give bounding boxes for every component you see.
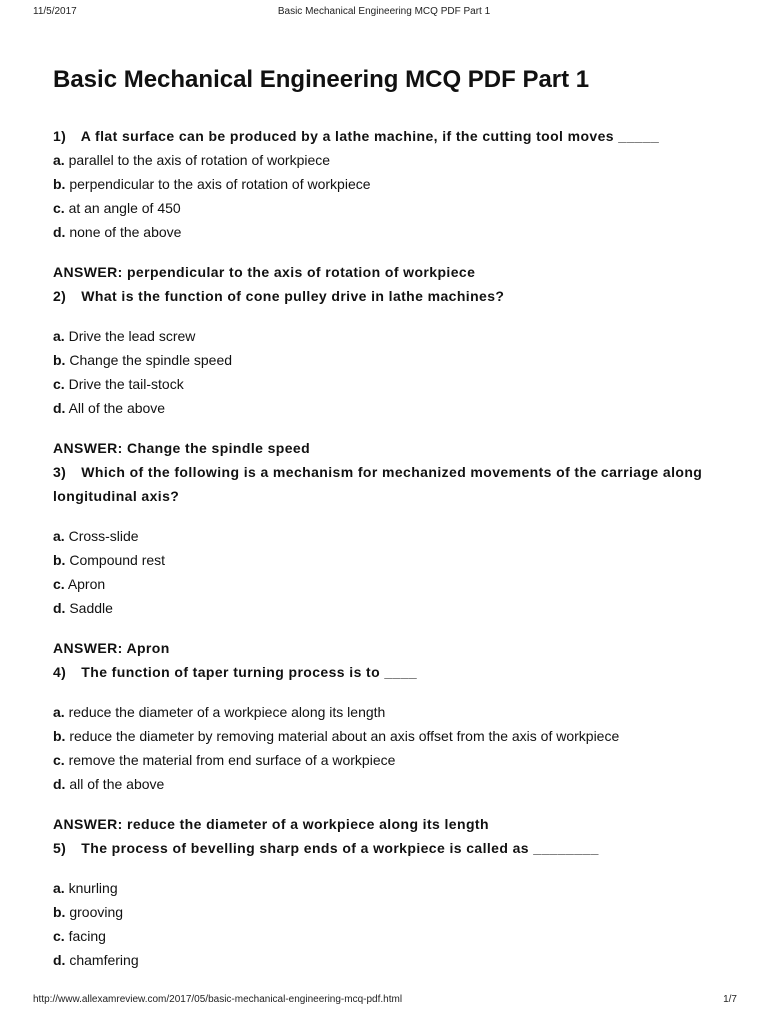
question-stem: The function of taper turning process is to ____ (81, 664, 418, 680)
option-b (53, 900, 733, 924)
answer-label: ANSWER: (53, 440, 123, 456)
answer-label: ANSWER: (53, 640, 123, 656)
option-c (53, 372, 733, 396)
option-text: Cross-slide (68, 528, 139, 544)
header-title: Basic Mechanical Engineering MCQ PDF Part 1 (277, 6, 491, 17)
option-d (53, 396, 733, 420)
option-text: reduce the diameter of a workpiece along its length (68, 704, 386, 720)
option-letter: c. (53, 200, 65, 216)
question-1 (53, 124, 733, 284)
question-4 (53, 660, 733, 836)
option-letter: b. (53, 728, 66, 744)
option-list (53, 148, 733, 244)
question-3 (53, 460, 733, 660)
option-text: facing (68, 928, 106, 944)
option-b (53, 172, 733, 196)
question-stem: A flat surface can be produced by a lathe machine, if the cutting tool moves _____ (80, 128, 660, 144)
option-text: remove the material from end surface of a workpiece (68, 752, 396, 768)
print-date: 11/5/2017 (33, 6, 77, 17)
question-2 (53, 284, 733, 460)
option-letter: d. (53, 400, 66, 416)
option-b (53, 724, 733, 748)
answer-text: Change the spindle speed (126, 440, 311, 456)
option-text: Compound rest (69, 552, 166, 568)
option-text: all of the above (69, 776, 165, 792)
option-letter: a. (53, 528, 65, 544)
option-letter: a. (53, 152, 65, 168)
question-number: 2) (53, 288, 67, 304)
mcq-list (53, 124, 733, 972)
option-text: Saddle (69, 600, 113, 616)
page-header (0, 0, 768, 20)
option-letter: a. (53, 704, 65, 720)
option-b (53, 548, 733, 572)
answer-label: ANSWER: (53, 816, 123, 832)
option-letter: b. (53, 176, 66, 192)
option-text: chamfering (69, 952, 139, 968)
option-letter: b. (53, 552, 66, 568)
option-text: Apron (67, 576, 106, 592)
option-text: Drive the tail-stock (68, 376, 184, 392)
option-text: parallel to the axis of rotation of workpiece (68, 152, 331, 168)
option-a (53, 148, 733, 172)
option-d (53, 772, 733, 796)
option-text: Drive the lead screw (68, 328, 196, 344)
option-text: Change the spindle speed (69, 352, 233, 368)
question-5 (53, 836, 733, 972)
option-letter: d. (53, 952, 66, 968)
option-text: perpendicular to the axis of rotation of workpiece (69, 176, 371, 192)
answer-line (53, 812, 733, 836)
option-d (53, 596, 733, 620)
question-text (53, 836, 733, 860)
answer-text: reduce the diameter of a workpiece along its length (126, 816, 489, 832)
answer-line (53, 636, 733, 660)
option-a (53, 700, 733, 724)
option-a (53, 524, 733, 548)
question-number: 5) (53, 840, 67, 856)
option-letter: d. (53, 600, 66, 616)
option-c (53, 572, 733, 596)
option-a (53, 876, 733, 900)
option-c (53, 924, 733, 948)
answer-text: perpendicular to the axis of rotation of workpiece (126, 264, 476, 280)
option-b (53, 348, 733, 372)
option-letter: c. (53, 928, 65, 944)
option-list (53, 876, 733, 972)
option-text: none of the above (69, 224, 182, 240)
option-letter: a. (53, 328, 65, 344)
option-text: reduce the diameter by removing material about an axis offset from the axis of workpiece (69, 728, 620, 744)
page-title: Basic Mechanical Engineering MCQ PDF Part 1 (53, 66, 590, 93)
option-list (53, 524, 733, 620)
option-d (53, 948, 733, 972)
option-list (53, 700, 733, 796)
option-text: grooving (69, 904, 124, 920)
answer-line (53, 260, 733, 284)
option-c (53, 748, 733, 772)
answer-text: Apron (126, 640, 170, 656)
answer-line (53, 436, 733, 460)
question-text (53, 660, 733, 684)
question-number: 3) (53, 464, 67, 480)
option-letter: a. (53, 880, 65, 896)
question-stem: Which of the following is a mechanism for mechanized movements of the carriage along longitudinal axis? (53, 464, 703, 504)
option-c (53, 196, 733, 220)
question-stem: The process of bevelling sharp ends of a workpiece is called as ________ (81, 840, 599, 856)
option-d (53, 220, 733, 244)
source-url[interactable]: http://www.allexamreview.com/2017/05/basic-mechanical-engineering-mcq-pdf.html (33, 994, 403, 1005)
question-text (53, 124, 733, 148)
option-letter: d. (53, 776, 66, 792)
question-text (53, 284, 733, 308)
option-letter: c. (53, 576, 65, 592)
option-text: knurling (68, 880, 118, 896)
question-text (53, 460, 733, 508)
option-letter: b. (53, 904, 66, 920)
answer-label: ANSWER: (53, 264, 123, 280)
option-letter: c. (53, 376, 65, 392)
option-text: All of the above (68, 400, 166, 416)
question-number: 4) (53, 664, 67, 680)
page-footer (0, 994, 768, 1014)
option-letter: b. (53, 352, 66, 368)
option-letter: c. (53, 752, 65, 768)
option-text: at an angle of 450 (68, 200, 181, 216)
option-a (53, 324, 733, 348)
page-number: 1/7 (723, 994, 737, 1005)
option-letter: d. (53, 224, 66, 240)
question-stem: What is the function of cone pulley drive in lathe machines? (81, 288, 505, 304)
option-list (53, 324, 733, 420)
question-number: 1) (53, 128, 67, 144)
